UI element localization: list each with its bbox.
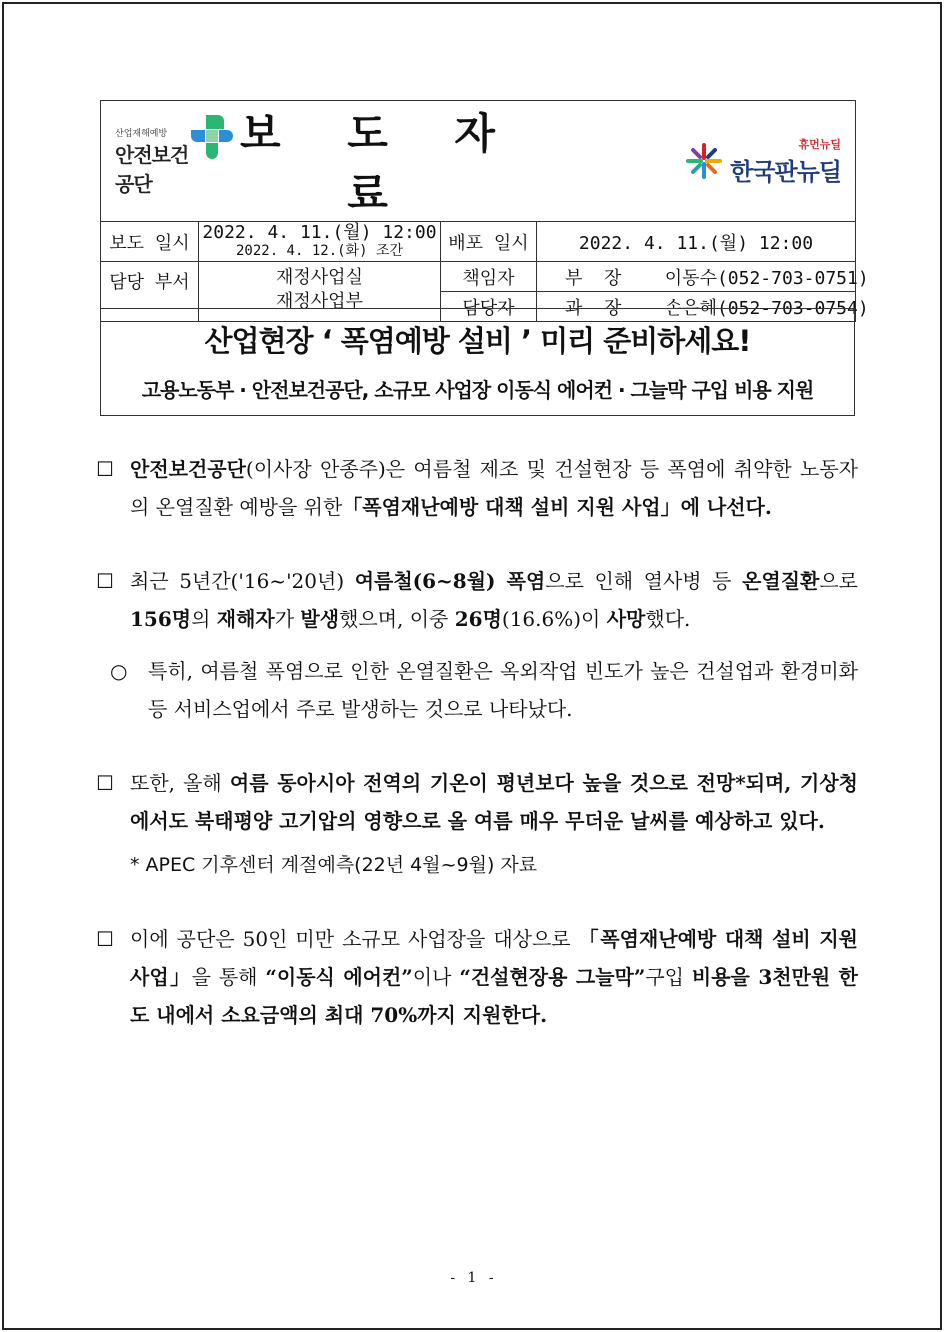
paragraph-text [130,920,858,1034]
title-cell [199,101,537,222]
text-run: 했다. [645,607,691,631]
text-run: 구입 [645,965,692,989]
text-run: 했으며, 이중 [339,607,455,631]
checkbox-bullet-icon: ☐ [96,771,114,795]
paragraph-4 [96,764,858,840]
document-title: 보 도 자 료 [240,109,521,218]
manager-contact: 부 장 이동수(052-703-0751) [537,262,856,292]
kosha-tagline: 산업재해예방 [115,128,168,139]
paragraph-text [130,450,858,526]
distribute-date: 2022. 4. 11.(월) 12:00 [537,222,856,262]
kosha-cross-icon [189,113,235,159]
newdeal-logo [537,101,856,222]
text-run: (이사장 안종주)은 여름철 제조 및 건설현장 등 폭염에 취약한 노동자의 온열질환 예방을 위한 [130,457,858,519]
bold-text-run: 발생 [300,607,340,631]
text-run: 의 [191,607,217,631]
dept-label: 담당 부서 [101,262,199,322]
distribute-label: 배포 일시 [441,222,537,262]
manager-label: 책임자 [441,262,537,292]
text-run: 이에 공단은 50인 미만 소규모 사업장을 대상으로 [130,927,579,951]
circle-bullet-icon: ○ [110,659,128,683]
text-run: 이나 [412,965,460,989]
text-run: 을 통해 [191,965,266,989]
bold-text-run: 「폭염재난예방 대책 설비 지원 사업」에 나선다. [342,495,772,519]
text-run: 으로 [819,569,858,593]
paragraph-text [148,652,858,728]
paragraph-1 [96,450,858,526]
bold-text-run: 26명 [454,607,502,631]
release-label: 보도 일시 [101,222,199,262]
release-date: 2022. 4. 11.(월) 12:00 [202,221,437,243]
text-run: 가 [274,607,301,631]
headline-title: 산업현장 ‘ 폭염예방 설비 ’ 미리 준비하세요! [204,324,751,358]
checkbox-bullet-icon: ☐ [96,569,114,593]
kosha-name: 안전보건공단 [115,142,189,196]
paragraph-3 [110,652,858,728]
dept-line1: 재정사업실 [276,267,363,288]
press-release-header [100,100,869,322]
bold-text-run: 안전보건공단 [130,457,246,481]
headline-box [100,308,855,416]
footnote: * APEC 기후센터 계절예측(22년 4월~9월) 자료 [130,854,538,876]
staff-contact: 과 장 손은혜(052-703-0754) [537,292,856,322]
bold-text-run: “이동식 에어컨” [265,965,413,989]
release-date-cell [199,222,441,262]
page-number: - 1 - [450,1270,498,1286]
bold-text-run: 온열질환 [742,569,820,593]
bold-text-run: 비용을 3천만원 한도 내에서 소요금액의 최대 70%까지 지원한다. [130,965,858,1027]
text-run: 으로 인해 열사병 등 [545,569,743,593]
text-run: 또한, 올해 [130,771,230,795]
release-sub: 2022. 4. 12.(화) 조간 [235,242,403,259]
text-run: 특히, 여름철 폭염으로 인한 온열질환은 옥외작업 빈도가 높은 건설업과 환경미화 등 서비스업에서 주로 발생하는 것으로 나타났다. [148,659,858,721]
bold-text-run: 여름철(6~8월) 폭염 [354,569,546,593]
headline-subtitle: 고용노동부 · 안전보건공단, 소규모 사업장 이동식 에어컨 · 그늘막 구입 비용 지원 [141,378,814,402]
bold-text-run: “건설현장용 그늘막” [459,965,646,989]
dept-line2: 재정사업부 [276,291,363,312]
paragraph-text [130,562,858,638]
staff-label: 담당자 [441,292,537,322]
bold-text-run: 사망 [606,607,646,631]
paragraph-2 [96,562,858,638]
text-run: 최근 5년간('16~'20년) [130,569,355,593]
article-body [96,450,858,1034]
newdeal-tagline: 휴먼뉴딜 [798,137,841,151]
bold-text-run: 「폭염재난예방 대책 설비 지원 사업」 [130,927,858,989]
newdeal-star-icon [684,141,724,181]
bold-text-run: 여름 동아시아 전역의 기온이 평년보다 높을 것으로 전망*되며, 기상청에서도 북태평양 고기압의 영향으로 올 여름 매우 무더운 날씨를 예상하고 있다. [130,771,858,833]
text-run: (16.6%)이 [501,607,607,631]
checkbox-bullet-icon: ☐ [96,927,114,951]
paragraph-5 [96,920,858,1034]
kosha-logo [101,101,199,222]
bold-text-run: 156명 [130,607,192,631]
newdeal-name: 한국판뉴딜 [730,157,841,186]
document-page [2,2,942,1330]
bold-text-run: 재해자 [216,607,275,631]
paragraph-text [130,764,858,840]
checkbox-bullet-icon: ☐ [96,457,114,481]
